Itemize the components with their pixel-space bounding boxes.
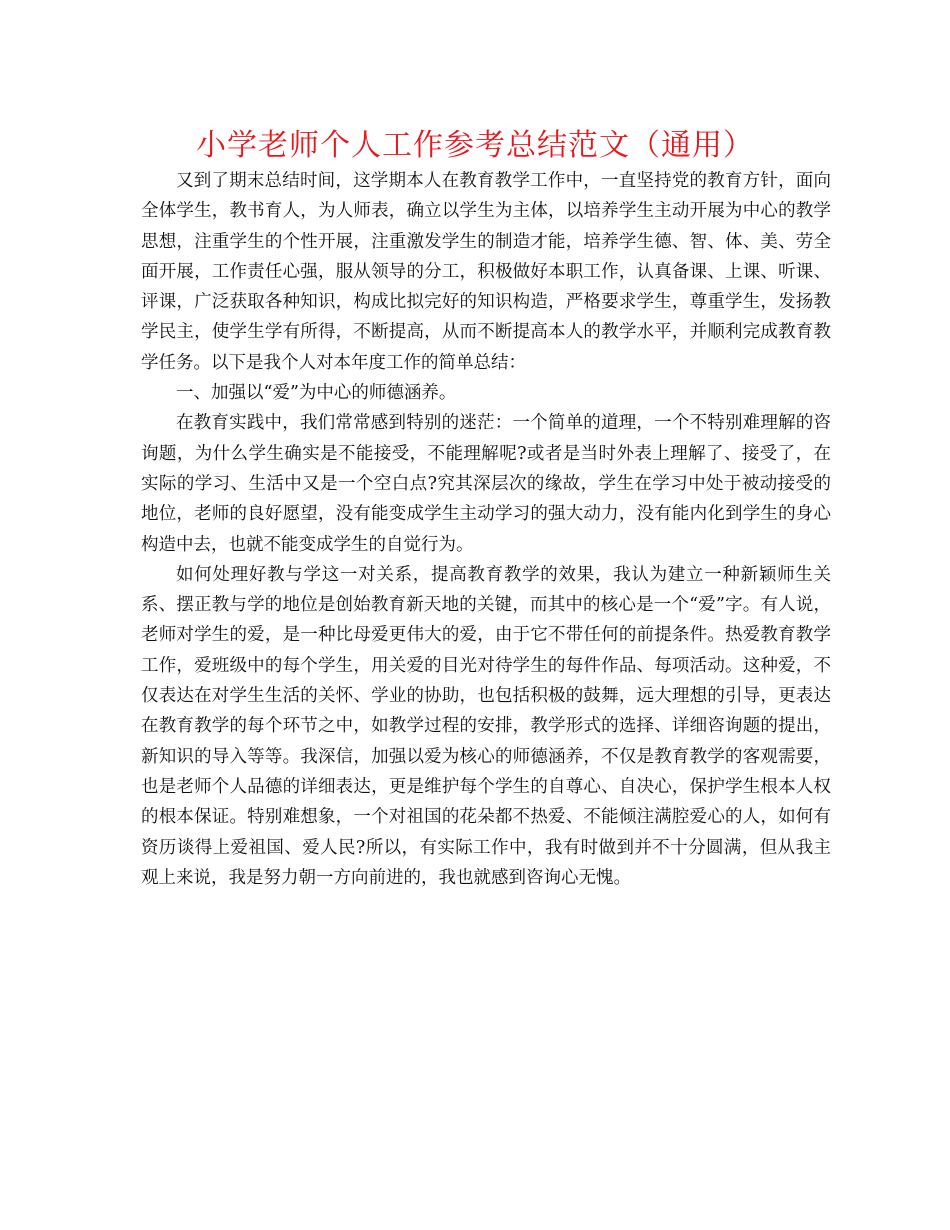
document-title: 小学老师个人工作参考总结范文（通用）	[196, 128, 754, 163]
document-body	[141, 166, 831, 893]
paragraph-practice: 在教育实践中，我们常常感到特别的迷茫：一个简单的道理，一个不特别难理解的咨询题，为什么学生确实是不能接受，不能理解呢?或者是当时外表上理解了、接受了，在实际的学习、生活中又是一个空白点?究其深层次的缘故，学生在学习中处于被动接受的地位，老师的良好愿望，没有能变成学生主动学习的强大动力，没有能内化到学生的身心构造中去，也就不能变成学生的自觉行为。	[141, 413, 831, 555]
paragraph-love: 如何处理好教与学这一对关系，提高教育教学的效果，我认为建立一种新颖师生关系、摆正教与学的地位是创始教育新天地的关键，而其中的核心是一个“爱”字。有人说，老师对学生的爱，是一种比母爱更伟大的爱，由于它不带任何的前提条件。热爱教育教学工作，爱班级中的每个学生，用关爱的目光对待学生的每件作品、每项活动。这种爱，不仅表达在对学生生活的关怀、学业的协助，也包括积极的鼓舞，远大理想的引导，更表达在教育教学的每个环节之中，如教学过程的安排，教学形式的选择、详细咨询题的提出，新知识的导入等等。我深信，加强以爱为核心的师德涵养，不仅是教育教学的客观需要，也是老师个人品德的详细表达，更是维护每个学生的自尊心、自决心，保护学生根本人权的根本保证。特别难想象，一个对祖国的花朵都不热爱、不能倾注满腔爱心的人，如何有资历谈得上爱祖国、爱人民?所以，有实际工作中，我有时做到并不十分圆满，但从我主观上来说，我是努力朝一方向前进的，我也就感到咨询心无愧。	[141, 564, 831, 888]
paragraph-intro: 又到了期末总结时间，这学期本人在教育教学工作中，一直坚持党的教育方针，面向全体学生，教书育人，为人师表，确立以学生为主体，以培养学生主动开展为中心的教学思想，注重学生的个性开展，注重激发学生的制造才能，培养学生德、智、体、美、劳全面开展，工作责任心强，服从领导的分工，积极做好本职工作，认真备课、上课、听课、评课，广泛获取各种知识，构成比拟完好的知识构造，严格要求学生，尊重学生，发扬教学民主，使学生学有所得，不断提高，从而不断提高本人的教学水平，并顺利完成教育教学任务。以下是我个人对本年度工作的简单总结：	[141, 171, 831, 373]
section-heading-1: 一、加强以“爱”为中心的师德涵养。	[176, 383, 457, 404]
